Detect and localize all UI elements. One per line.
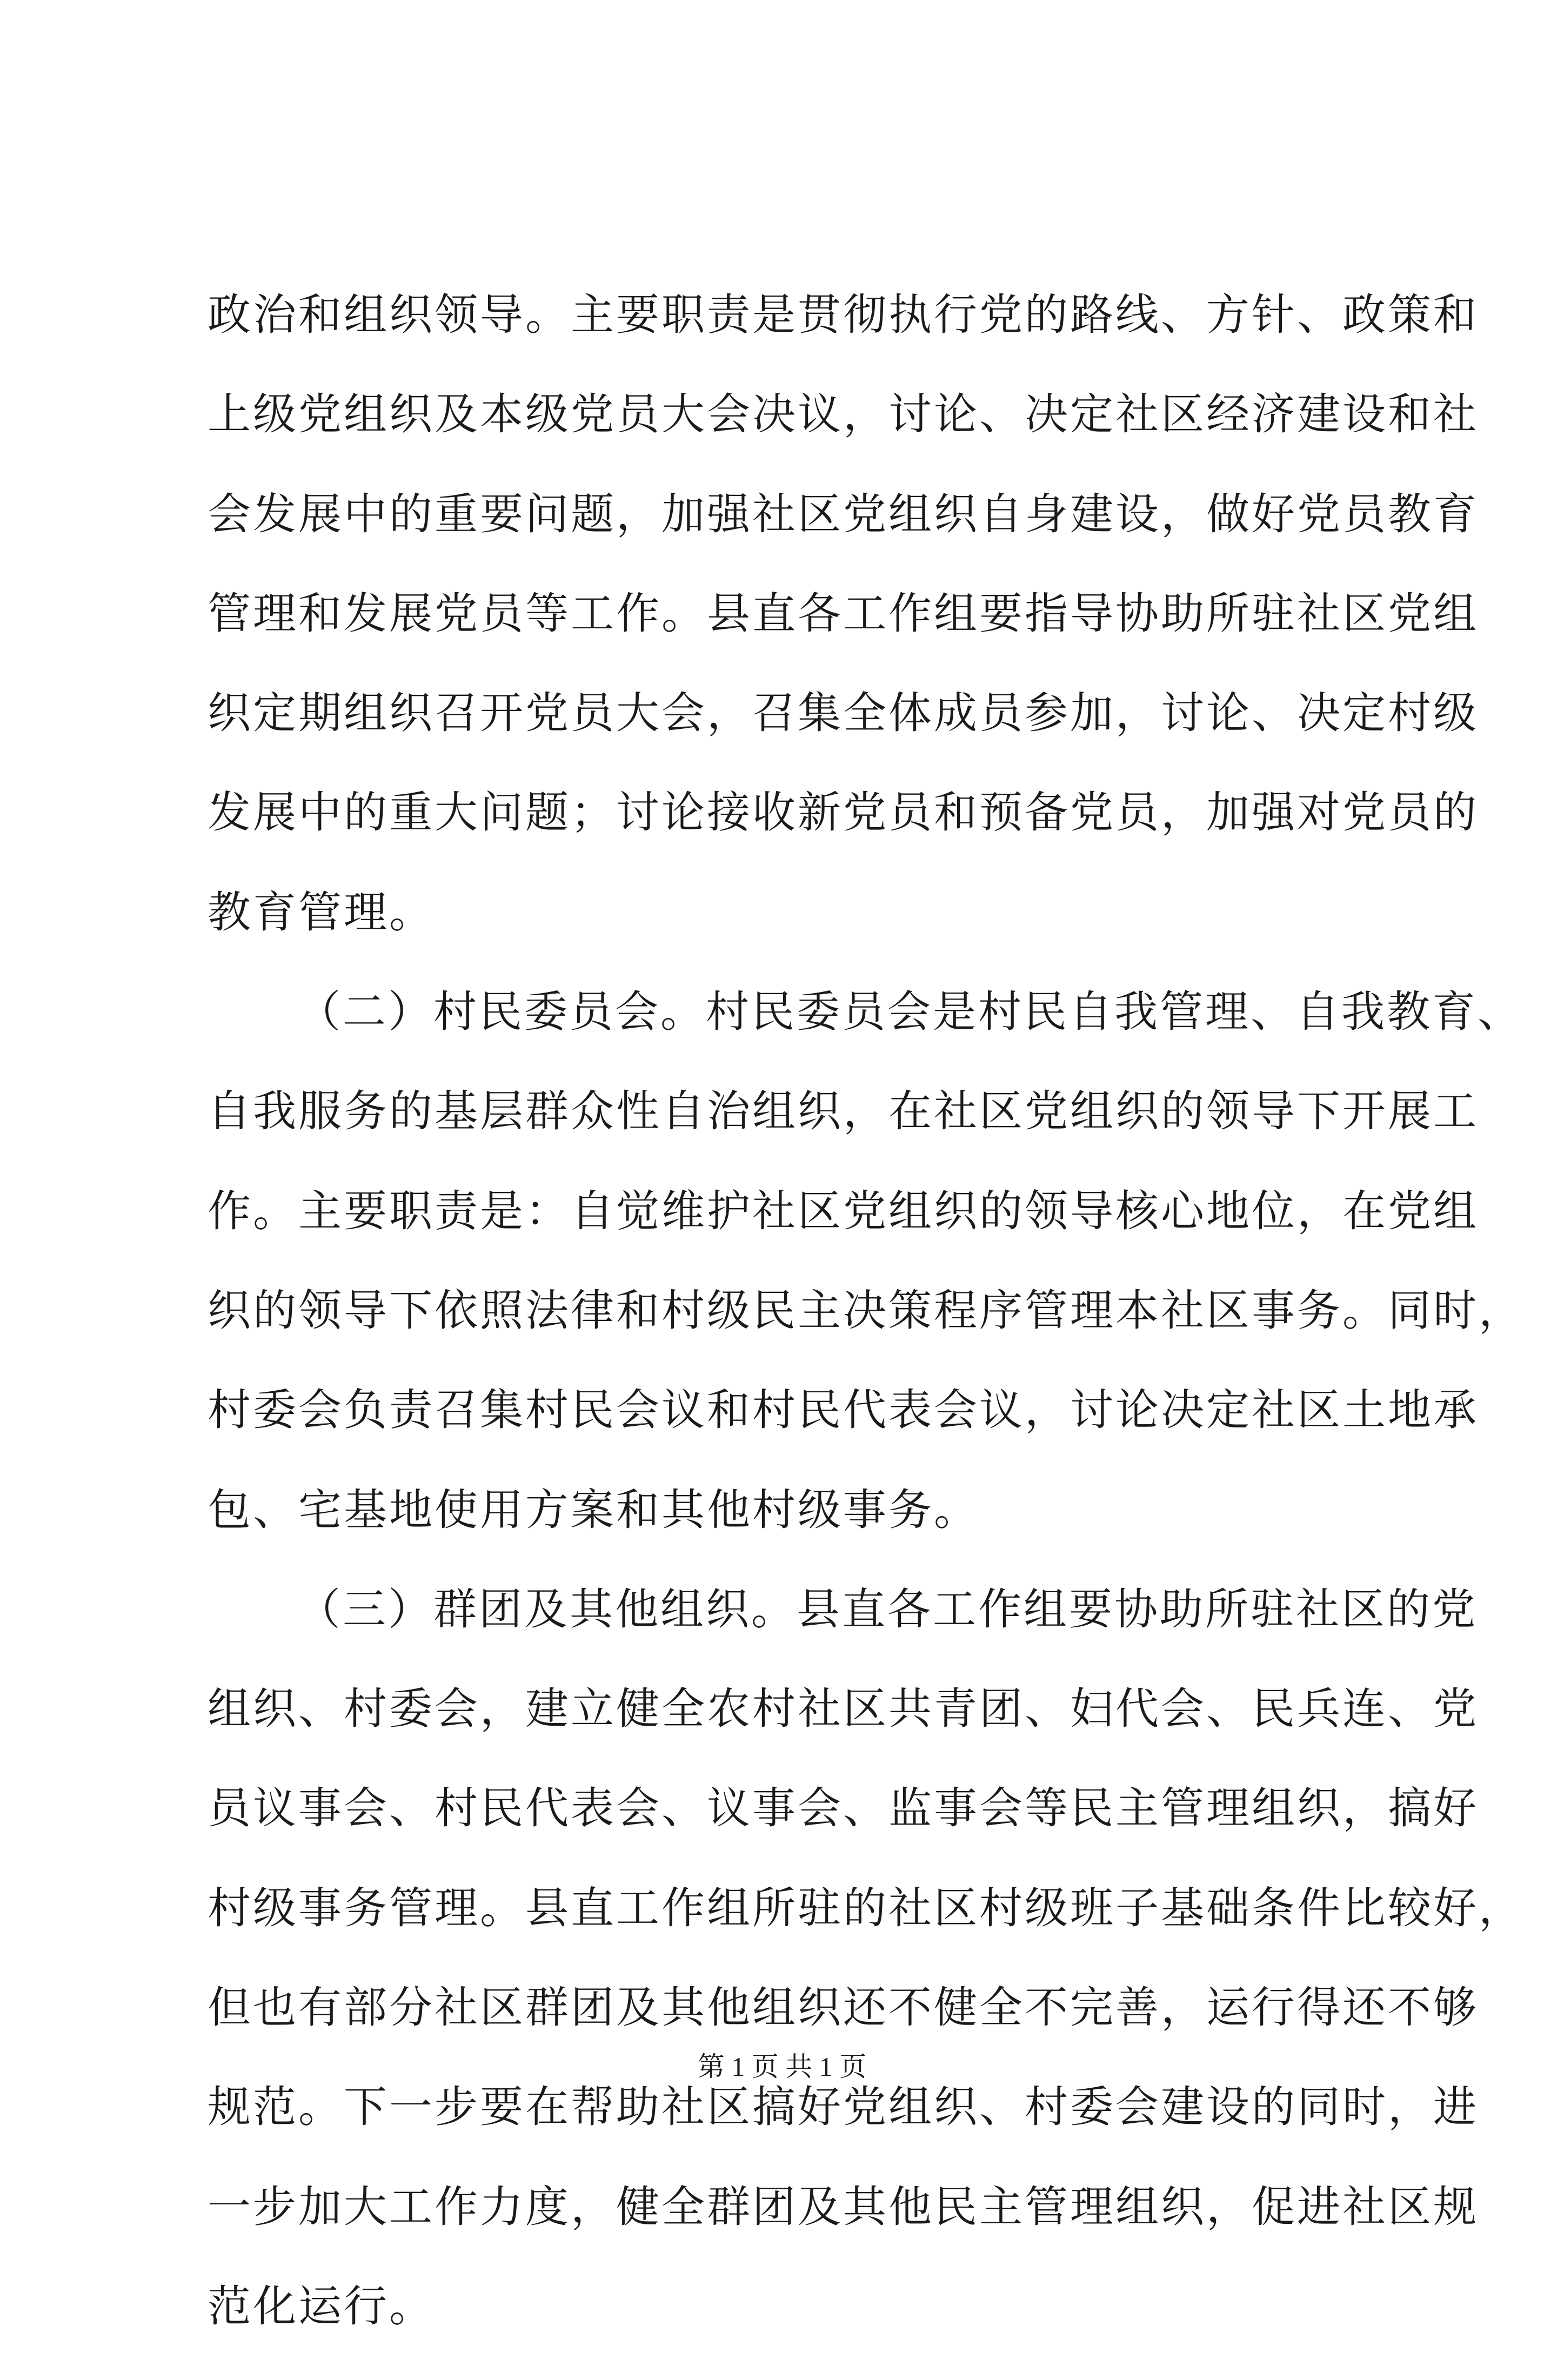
text-line: （二）村民委员会。村民委员会是村民自我管理、自我教育、	[297, 987, 1523, 1037]
text-line: 村委会负责召集村民会议和村民代表会议，讨论决定社区土地承	[208, 1385, 1479, 1436]
text-line: 规范。下一步要在帮助社区搞好党组织、村委会建设的同时，进	[208, 2082, 1479, 2133]
text-line: 村级事务管理。县直工作组所驻的社区村级班子基础条件比较好，	[208, 1882, 1524, 1933]
paragraph-mass-organizations	[208, 1584, 1524, 2380]
text-line: 会发展中的重要问题，加强社区党组织自身建设，做好党员教育	[208, 488, 1479, 539]
text-line: 发展中的重大问题；讨论接收新党员和预备党员，加强对党员的	[208, 787, 1479, 838]
paragraph-party-organization	[208, 289, 1479, 986]
text-line: 组织、村委会，建立健全农村社区共青团、妇代会、民兵连、党	[208, 1684, 1479, 1734]
text-line: 范化运行。	[208, 2281, 435, 2331]
text-line: 管理和发展党员等工作。县直各工作组要指导协助所驻社区党组	[208, 588, 1479, 639]
text-line: 但也有部分社区群团及其他组织还不健全不完善，运行得还不够	[208, 1982, 1479, 2033]
text-line: 织定期组织召开党员大会，召集全体成员参加，讨论、决定村级	[208, 688, 1479, 739]
text-line: 一步加大工作力度，健全群团及其他民主管理组织，促进社区规	[208, 2181, 1479, 2232]
text-line: 上级党组织及本级党员大会决议，讨论、决定社区经济建设和社	[208, 389, 1479, 440]
text-line: 作。主要职责是：自觉维护社区党组织的领导核心地位，在党组	[208, 1185, 1479, 1236]
text-line: 包、宅基地使用方案和其他村级事务。	[208, 1484, 979, 1535]
paragraph-villagers-committee	[208, 986, 1524, 1584]
text-line: 织的领导下依照法律和村级民主决策程序管理本社区事务。同时，	[208, 1285, 1524, 1336]
text-line: 教育管理。	[208, 887, 435, 937]
page-number-footer: 第 1 页 共 1 页	[697, 2052, 867, 2082]
text-line: 员议事会、村民代表会、议事会、监事会等民主管理组织，搞好	[208, 1783, 1479, 1834]
text-line: 自我服务的基层群众性自治组织，在社区党组织的领导下开展工	[208, 1086, 1479, 1137]
text-line: （三）群团及其他组织。县直各工作组要协助所驻社区的党	[297, 1584, 1478, 1634]
text-line: 政治和组织领导。主要职责是贯彻执行党的路线、方针、政策和	[208, 290, 1479, 340]
